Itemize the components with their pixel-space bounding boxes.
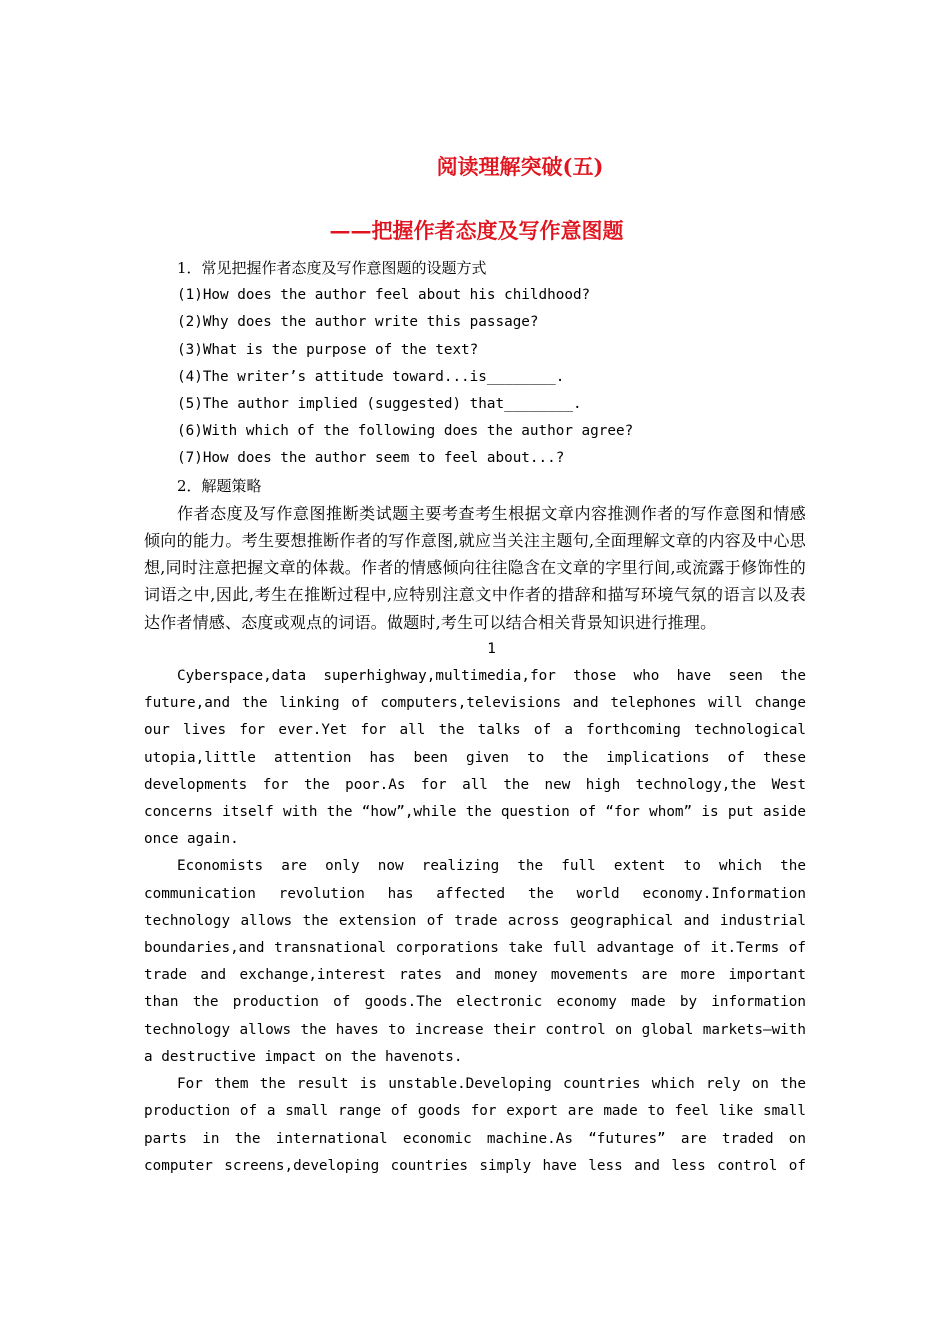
question-item: (3)What is the purpose of the text? <box>177 341 479 358</box>
page-title: 阅读理解突破(五) <box>436 154 604 179</box>
document-body <box>144 255 806 1180</box>
question-item: (7)How does the author seem to feel about...? <box>177 450 565 467</box>
passage-paragraph: Cyberspace,data superhighway,multimedia,for those who have seen the future,and the linking of computers,televisions and telephones will change our lives for ever.Yet for all the talks of a forthcoming technological utopia,little attention has been given to the implications of these developments for the poor.As for all the new high technology,the West concerns itself with the “how”,while the question of “for whom” is put aside once again. <box>144 668 806 848</box>
passage-paragraph: Economists are only now realizing the full extent to which the communication revolution has affected the world economy.Information technology allows the extension of trade across geographical and industrial boundaries,and transnational corporations take full advantage of it.Terms of trade and exchange,interest rates and money movements are more important than the production of goods.The electronic economy made by information technology allows the haves to increase their control on global markets—with a destructive impact on the havenots. <box>144 858 806 1065</box>
section1-heading: 1．常见把握作者态度及写作意图题的设题方式 <box>177 259 487 277</box>
strategy-paragraph: 作者态度及写作意图推断类试题主要考查考生根据文章内容推测作者的写作意图和情感倾向的能力。考生要想推断作者的写作意图,就应当关注主题句,全面理解文章的内容及中心思想,同时注意把握文章的体裁。作者的情感倾向往往隐含在文章的字里行间,或流露于修饰性的词语之中,因此,考生在推断过程中,应特别注意文中作者的措辞和描写环境气氛的语言以及表达作者情感、态度或观点的词语。做题时,考生可以结合相关背景知识进行推理。 <box>144 503 806 632</box>
passage-number: 1 <box>487 640 496 657</box>
page-subtitle: ——把握作者态度及写作意图题 <box>329 218 624 243</box>
question-item: (6)With which of the following does the author agree? <box>177 423 634 440</box>
passage-paragraph: For them the result is unstable.Developing countries which rely on the production of a small range of goods for export are made to feel like small parts in the international economic machine.As “futures” are traded on computer screens,developing countries simply have less and less control of <box>144 1076 806 1174</box>
question-item: (5)The author implied (suggested) that________. <box>177 396 582 413</box>
section2-heading: 2．解题策略 <box>177 476 262 495</box>
question-item: (1)How does the author feel about his childhood? <box>177 287 591 304</box>
question-item: (4)The writer’s attitude toward...is________. <box>177 368 565 385</box>
question-item: (2)Why does the author write this passage? <box>177 314 539 331</box>
